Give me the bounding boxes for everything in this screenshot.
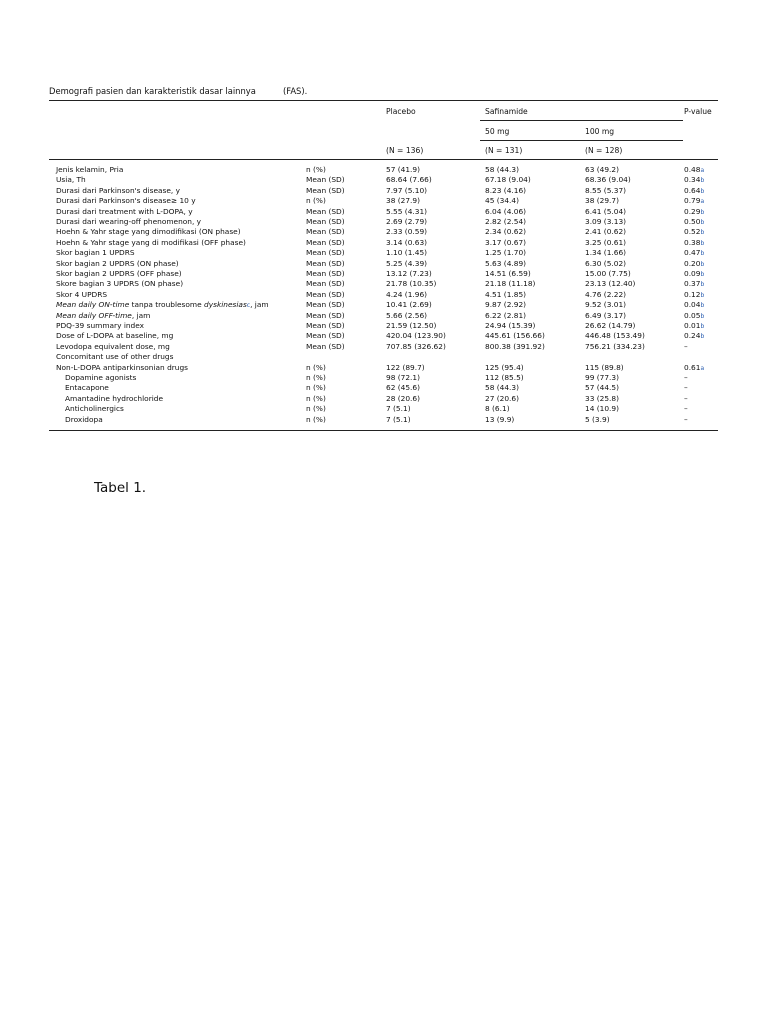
row-pvalue: 0.64b <box>684 185 705 195</box>
footnote-link[interactable]: b <box>700 281 705 289</box>
row-safinamide-50: 2.34 (0.62) <box>485 227 527 237</box>
row-stat: Mean (SD) <box>306 331 345 341</box>
row-pvalue: 0.61a <box>684 362 705 372</box>
table-row <box>0 217 768 227</box>
row-safinamide-50: 67.18 (9.04) <box>485 175 531 185</box>
row-label: Skor 4 UPDRS <box>56 289 108 299</box>
table-row <box>0 311 768 321</box>
row-safinamide-100: 446.48 (153.49) <box>585 331 645 341</box>
header-pvalue: P-value <box>684 107 712 116</box>
row-label: Usia, Th <box>56 175 86 185</box>
footnote-link[interactable]: b <box>700 323 705 330</box>
row-safinamide-100: 63 (49.2) <box>585 165 619 174</box>
top-rule <box>49 100 718 101</box>
row-pvalue: 0.34b <box>684 175 705 185</box>
row-label: Skor bagian 2 UPDRS (OFF phase) <box>56 269 182 278</box>
footnote-link[interactable]: a <box>700 167 705 174</box>
row-label: Entacapone <box>65 383 109 393</box>
row-placebo: 7.97 (5.10) <box>386 185 428 195</box>
row-stat: n (%) <box>306 393 326 403</box>
row-placebo: 707.85 (326.62) <box>386 341 446 351</box>
table-row <box>0 415 768 425</box>
table-row <box>0 238 768 248</box>
footnote-link[interactable]: b <box>700 219 705 226</box>
row-safinamide-50: 45 (34.4) <box>485 196 519 206</box>
row-stat: n (%) <box>306 373 326 382</box>
row-safinamide-50: 125 (95.4) <box>485 362 524 372</box>
row-label: Levodopa equivalent dose, mg <box>56 341 170 351</box>
row-stat: Mean (SD) <box>306 237 345 247</box>
row-placebo: 3.14 (0.63) <box>386 237 428 247</box>
row-pvalue: 0.24b <box>684 331 705 341</box>
row-safinamide-100: 57 (44.5) <box>585 383 619 393</box>
row-safinamide-50: 3.17 (0.67) <box>485 237 527 247</box>
row-stat: Mean (SD) <box>306 248 345 258</box>
row-stat: Mean (SD) <box>306 300 345 310</box>
row-safinamide-50: 5.63 (4.89) <box>485 258 527 268</box>
row-label: Mean daily ON-time tanpa troublesome dyskinesiasc, jam <box>56 300 269 310</box>
row-safinamide-50: 4.51 (1.85) <box>485 289 527 299</box>
row-pvalue: 0.47b <box>684 248 705 258</box>
row-safinamide-50: 800.38 (391.92) <box>485 341 545 351</box>
table-row <box>0 248 768 258</box>
row-safinamide-100: 26.62 (14.79) <box>585 321 636 330</box>
footnote-link[interactable]: b <box>700 177 705 185</box>
table-row <box>0 290 768 300</box>
row-placebo: 13.12 (7.23) <box>386 269 432 278</box>
row-placebo: 5.25 (4.39) <box>386 258 428 268</box>
row-label: Droxidopa <box>65 414 103 424</box>
footnote-link[interactable]: b <box>700 187 705 195</box>
table-row <box>0 196 768 206</box>
row-safinamide-100: 3.25 (0.61) <box>585 237 627 247</box>
table-row <box>0 165 768 175</box>
row-stat: Mean (SD) <box>306 279 345 289</box>
table-row <box>0 175 768 185</box>
row-pvalue: 0.20b <box>684 258 705 268</box>
header-dose-100: 100 mg <box>585 127 615 136</box>
header-n-100: (N = 128) <box>585 146 623 155</box>
row-placebo: 2.33 (0.59) <box>386 227 428 237</box>
row-label: Hoehn & Yahr stage yang dimodifikasi (ON phase) <box>56 227 241 237</box>
footnote-link[interactable]: b <box>700 291 705 299</box>
footnote-link[interactable]: b <box>700 239 705 247</box>
row-safinamide-100: 1.34 (1.66) <box>585 248 627 258</box>
row-stat: Mean (SD) <box>306 206 345 216</box>
table-row <box>0 227 768 237</box>
table-row <box>0 269 768 279</box>
row-stat: n (%) <box>306 404 326 414</box>
row-placebo: 21.59 (12.50) <box>386 321 437 330</box>
row-placebo: 5.66 (2.56) <box>386 310 428 320</box>
row-stat: Mean (SD) <box>306 217 345 226</box>
row-stat: Mean (SD) <box>306 269 345 278</box>
row-safinamide-100: 115 (89.8) <box>585 362 624 372</box>
row-label: Amantadine hydrochloride <box>65 393 164 403</box>
row-safinamide-50: 2.82 (2.54) <box>485 217 527 226</box>
row-pvalue: 0.38b <box>684 237 705 247</box>
table-row <box>0 404 768 414</box>
caption-title: Demografi pasien dan karakteristik dasar lainnya <box>49 86 256 96</box>
table-row <box>0 279 768 289</box>
footnote-link[interactable]: b <box>700 333 705 341</box>
row-stat: Mean (SD) <box>306 258 345 268</box>
table-row <box>0 186 768 196</box>
row-pvalue: 0.52b <box>684 227 705 237</box>
row-pvalue: 0.05b <box>684 310 705 320</box>
table-row <box>0 342 768 352</box>
footnote-link[interactable]: b <box>700 250 705 258</box>
row-pvalue: 0.50b <box>684 217 705 226</box>
row-stat: Mean (SD) <box>306 310 345 320</box>
header-rule <box>49 159 718 160</box>
row-stat: n (%) <box>306 165 326 174</box>
footnote-link[interactable]: b <box>700 260 705 268</box>
footnote-link[interactable]: b <box>700 208 705 216</box>
row-placebo: 98 (72.1) <box>386 373 420 382</box>
row-safinamide-50: 1.25 (1.70) <box>485 248 527 258</box>
row-safinamide-50: 8.23 (4.16) <box>485 185 527 195</box>
footnote-link[interactable]: b <box>700 302 705 310</box>
row-label: Hoehn & Yahr stage yang di modifikasi (OFF phase) <box>56 237 246 247</box>
row-label: Non-L-DOPA antiparkinsonian drugs <box>56 362 189 372</box>
footnote-link[interactable]: b <box>700 312 705 320</box>
row-pvalue: 0.09b <box>684 269 705 278</box>
row-stat: Mean (SD) <box>306 185 345 195</box>
row-stat: Mean (SD) <box>306 227 345 237</box>
header-placebo: Placebo <box>386 107 416 116</box>
row-pvalue: 0.01b <box>684 321 705 330</box>
row-placebo: 1.10 (1.45) <box>386 248 428 258</box>
bottom-rule <box>49 430 718 431</box>
row-safinamide-100: 14 (10.9) <box>585 404 619 414</box>
table-label: Tabel 1. <box>94 480 147 496</box>
caption-population: (FAS). <box>283 86 308 96</box>
row-label: Skore bagian 3 UPDRS (ON phase) <box>56 279 184 289</box>
row-placebo: 21.78 (10.35) <box>386 279 437 289</box>
table-row <box>0 259 768 269</box>
table-row <box>0 373 768 383</box>
row-label: Durasi dari treatment with L-DOPA, y <box>56 206 193 216</box>
row-safinamide-50: 24.94 (15.39) <box>485 321 536 330</box>
row-placebo: 28 (20.6) <box>386 393 420 403</box>
row-pvalue: – <box>684 383 688 393</box>
footnote-link[interactable]: a <box>700 364 705 372</box>
row-safinamide-50: 112 (85.5) <box>485 373 524 382</box>
row-label: Durasi dari wearing-off phenomenon, y <box>56 217 202 226</box>
row-placebo: 10.41 (2.69) <box>386 300 432 310</box>
row-stat: n (%) <box>306 362 326 372</box>
row-safinamide-50: 6.22 (2.81) <box>485 310 527 320</box>
header-n-50: (N = 131) <box>485 146 523 155</box>
row-safinamide-50: 8 (6.1) <box>485 404 510 414</box>
row-stat: Mean (SD) <box>306 175 345 185</box>
row-placebo: 57 (41.9) <box>386 165 420 174</box>
row-placebo: 7 (5.1) <box>386 404 411 414</box>
row-label: Skor bagian 1 UPDRS <box>56 248 135 258</box>
header-dose-50: 50 mg <box>485 127 510 136</box>
drug-subrule <box>480 120 683 121</box>
row-label: Durasi dari Parkinson's disease, y <box>56 185 180 195</box>
row-label: Anticholinergics <box>65 404 124 414</box>
row-stat: Mean (SD) <box>306 289 345 299</box>
row-placebo: 38 (27.9) <box>386 196 420 206</box>
row-stat: n (%) <box>306 414 326 424</box>
row-safinamide-100: 8.55 (5.37) <box>585 185 627 195</box>
row-label: Jenis kelamin, Pria <box>56 165 124 174</box>
row-stat: Mean (SD) <box>306 341 345 351</box>
row-safinamide-50: 27 (20.6) <box>485 393 519 403</box>
row-safinamide-100: 5 (3.9) <box>585 414 610 424</box>
row-safinamide-100: 23.13 (12.40) <box>585 279 636 289</box>
row-pvalue: 0.48a <box>684 165 705 174</box>
table-row <box>0 363 768 373</box>
row-stat: n (%) <box>306 196 326 206</box>
row-safinamide-100: 9.52 (3.01) <box>585 300 627 310</box>
row-safinamide-100: 4.76 (2.22) <box>585 289 627 299</box>
table-row <box>0 394 768 404</box>
row-placebo: 2.69 (2.79) <box>386 217 428 226</box>
footnote-link[interactable]: a <box>700 198 705 206</box>
row-pvalue: – <box>684 341 688 351</box>
row-safinamide-50: 9.87 (2.92) <box>485 300 527 310</box>
table-row <box>0 383 768 393</box>
table-row <box>0 300 768 310</box>
row-safinamide-50: 58 (44.3) <box>485 383 519 393</box>
row-safinamide-50: 58 (44.3) <box>485 165 519 174</box>
row-label: Dose of L-DOPA at baseline, mg <box>56 331 174 341</box>
row-placebo: 7 (5.1) <box>386 414 411 424</box>
row-safinamide-100: 6.49 (3.17) <box>585 310 627 320</box>
row-pvalue: – <box>684 414 688 424</box>
row-safinamide-50: 445.61 (156.66) <box>485 331 545 341</box>
row-placebo: 420.04 (123.90) <box>386 331 446 341</box>
row-safinamide-100: 6.30 (5.02) <box>585 258 627 268</box>
row-pvalue: 0.04b <box>684 300 705 310</box>
row-safinamide-100: 15.00 (7.75) <box>585 269 631 278</box>
row-pvalue: 0.29b <box>684 206 705 216</box>
footnote-link[interactable]: b <box>700 229 705 237</box>
row-safinamide-100: 68.36 (9.04) <box>585 175 631 185</box>
row-placebo: 5.55 (4.31) <box>386 206 428 216</box>
row-safinamide-100: 2.41 (0.62) <box>585 227 627 237</box>
row-safinamide-50: 14.51 (6.59) <box>485 269 531 278</box>
row-label: PDQ-39 summary index <box>56 321 145 330</box>
row-safinamide-100: 33 (25.8) <box>585 393 619 403</box>
row-safinamide-100: 38 (29.7) <box>585 196 619 206</box>
row-pvalue: – <box>684 393 688 403</box>
row-pvalue: – <box>684 404 688 414</box>
row-safinamide-100: 3.09 (3.13) <box>585 217 627 226</box>
row-stat: n (%) <box>306 383 326 393</box>
row-safinamide-50: 21.18 (11.18) <box>485 279 536 289</box>
table-caption <box>49 86 308 96</box>
row-safinamide-100: 756.21 (334.23) <box>585 341 645 351</box>
row-pvalue: – <box>684 373 688 382</box>
row-placebo: 62 (45.6) <box>386 383 420 393</box>
row-label: Dopamine agonists <box>65 373 137 382</box>
dose-subrule <box>480 140 683 141</box>
row-label: Concomitant use of other drugs <box>56 352 174 362</box>
row-placebo: 68.64 (7.66) <box>386 175 432 185</box>
row-stat: Mean (SD) <box>306 321 345 330</box>
row-pvalue: 0.37b <box>684 279 705 289</box>
row-safinamide-50: 13 (9.9) <box>485 414 515 424</box>
row-label: Mean daily OFF-time, jam <box>56 310 151 320</box>
footnote-link[interactable]: b <box>700 271 705 278</box>
table-row <box>0 207 768 217</box>
header-n-placebo: (N = 136) <box>386 146 424 155</box>
row-label: Durasi dari Parkinson's disease≥ 10 y <box>56 196 196 206</box>
row-pvalue: 0.79a <box>684 196 705 206</box>
row-label: Skor bagian 2 UPDRS (ON phase) <box>56 258 179 268</box>
table-row <box>0 321 768 331</box>
table-row <box>0 331 768 341</box>
row-safinamide-50: 6.04 (4.06) <box>485 206 527 216</box>
row-safinamide-100: 99 (77.3) <box>585 373 619 382</box>
row-pvalue: 0.12b <box>684 289 705 299</box>
row-placebo: 122 (89.7) <box>386 362 425 372</box>
header-drug: Safinamide <box>485 107 528 116</box>
row-safinamide-100: 6.41 (5.04) <box>585 206 627 216</box>
footnote-link[interactable]: c <box>246 302 251 310</box>
table-row <box>0 352 768 362</box>
row-placebo: 4.24 (1.96) <box>386 289 428 299</box>
